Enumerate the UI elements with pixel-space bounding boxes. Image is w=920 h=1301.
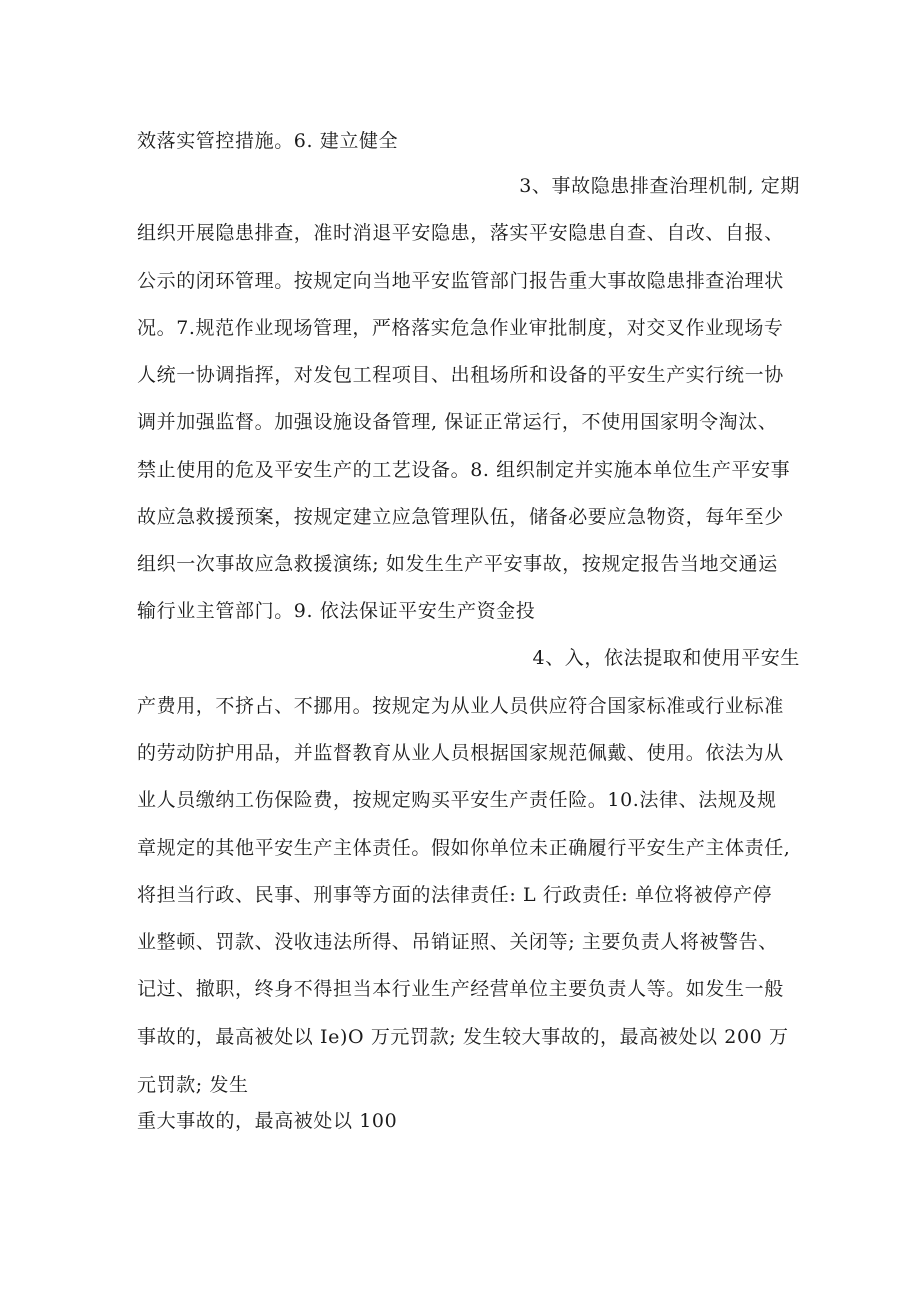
text-line-10: 组织一次事故应急救援演练; 如发生生产平安事故，按规定报告当地交通运 bbox=[137, 553, 778, 575]
text-line-3: 组织开展隐患排查，准时消退平安隐患，落实平安隐患自查、自改、自报、 bbox=[137, 222, 784, 244]
text-line-11: 输行业主管部门。9. 依法保证平安生产资金投 bbox=[137, 600, 536, 622]
text-line-1: 效落实管控措施。6. 建立健全 bbox=[137, 130, 399, 152]
text-line-2: 3、事故隐患排查治理机制, 定期 bbox=[519, 175, 800, 197]
text-line-17: 将担当行政、民事、刑事等方面的法律责任: L 行政责任: 单位将被停产停 bbox=[137, 884, 773, 906]
text-line-4: 公示的闭环管理。按规定向当地平安监管部门报告重大事故隐患排查治理状 bbox=[137, 270, 784, 292]
text-line-7: 调并加强监督。加强设施设备管理, 保证正常运行，不使用国家明令淘汰、 bbox=[137, 411, 778, 433]
text-line-19: 记过、撤职，终身不得担当本行业生产经营单位主要负责人等。如发生一般 bbox=[137, 978, 784, 1000]
text-line-21: 元罚款; 发生 bbox=[137, 1074, 249, 1096]
text-line-18: 业整顿、罚款、没收违法所得、吊销证照、关闭等; 主要负责人将被警告、 bbox=[137, 931, 778, 953]
text-line-15: 业人员缴纳工伤保险费，按规定购买平安生产责任险。10.法律、法规及规 bbox=[137, 789, 777, 811]
text-line-22: 重大事故的，最高被处以 100 bbox=[137, 1110, 398, 1132]
text-line-12: 4、入，依法提取和使用平安生 bbox=[532, 647, 800, 669]
text-line-8: 禁止使用的危及平安生产的工艺设备。8. 组织制定并实施本单位生产平安事 bbox=[137, 459, 791, 481]
text-line-6: 人统一协调指挥，对发包工程项目、出租场所和设备的平安生产实行统一协 bbox=[137, 364, 784, 386]
text-line-20: 事故的，最高被处以 Ie)O 万元罚款; 发生较大事故的，最高被处以 200 万 bbox=[137, 1026, 789, 1048]
text-line-13: 产费用，不挤占、不挪用。按规定为从业人员供应符合国家标准或行业标准 bbox=[137, 695, 784, 717]
text-line-5: 况。7.规范作业现场管理，严格落实危急作业审批制度，对交叉作业现场专 bbox=[137, 317, 784, 339]
text-line-16: 章规定的其他平安生产主体责任。假如你单位未正确履行平安生产主体责任, bbox=[137, 837, 791, 859]
text-line-14: 的劳动防护用品，并监督教育从业人员根据国家规范佩戴、使用。依法为从 bbox=[137, 742, 784, 764]
text-line-9: 故应急救援预案，按规定建立应急管理队伍，储备必要应急物资，每年至少 bbox=[137, 506, 784, 528]
